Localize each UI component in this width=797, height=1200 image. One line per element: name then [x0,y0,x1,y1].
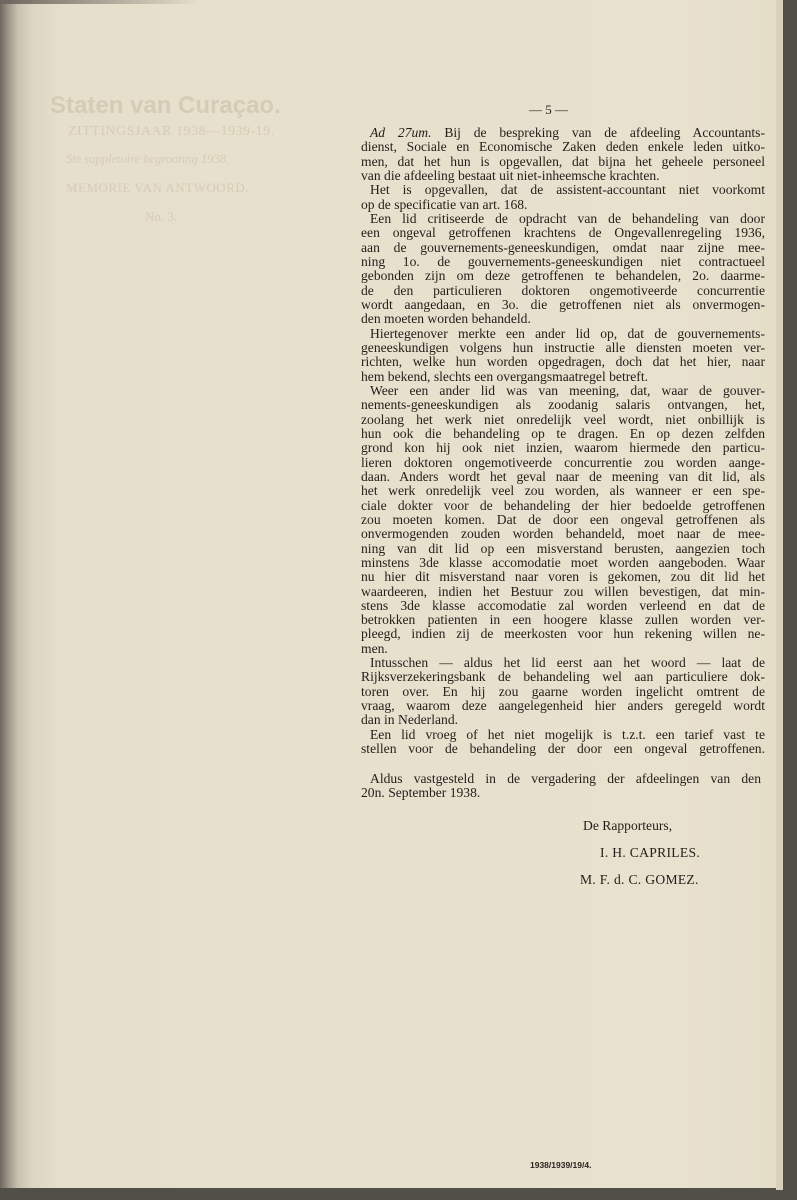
text-line: nu hier dit misverstand naar voren is gekomen, zou dit lid het [361,569,765,585]
text-line [361,126,765,140]
text-line: ciale dokter voor de behandeling der hier bedoelde getroffenen [361,497,765,513]
text-line: 20n. September 1938. [361,785,481,801]
binding-shadow [0,0,200,4]
text-line: minstens 3de klasse accomodatie moet worden aangeboden. Waar [361,554,765,570]
text-line: Hiertegenover merkte een ander lid op, dat de gouvernements- [370,325,765,341]
signature-heading: De Rapporteurs, [583,818,673,833]
text-line: daan. Anders wordt het geval naar de meening van dit lid, als [361,468,765,484]
article-reference: Ad 27um. [370,125,432,140]
text-line: stellen voor de behandeling der door een ongeval getroffenen. [361,741,765,757]
text-line: richten, welke hun worden opgedragen, doch dat het hier, naar [361,354,765,370]
page-edge-right [776,0,783,1190]
text-line: Rijksverzekeringsbank de behandeling wel aan particuliere dok- [361,669,765,685]
text-line: men. [361,640,388,656]
signatory-name: I. H. CAPRILES. [600,845,701,860]
show-through-number: No. 3. [145,209,178,224]
text-line: een ongeval getroffenen krachtens de Ongevallenregeling 1936, [361,225,765,241]
text-line: zoolang het werk niet onredelijk veel wordt, niet onbillijk is [361,411,765,427]
signatory-name: M. F. d. C. GOMEZ. [580,872,699,887]
text-line-content: Bij de bespreking van de afdeeling Accountants- [444,125,765,140]
text-line: dan in Nederland. [361,712,459,728]
text-line: van die afdeeling bestaat uit niet-inheemsche krachten. [361,167,660,183]
text-line: hun ook die behandeling op te dragen. En op dezen zelfden [361,425,765,441]
text-line: wordt aangedaan, en 3o. die getroffenen niet als onvermogen- [361,296,765,312]
text-line: ning van dit lid op een misverstand berusten, aangezien toch [361,540,765,556]
text-line: Intusschen — aldus het lid eerst aan het woord — laat de [370,655,765,671]
text-line: de den particulieren doktoren ongemotiveerde concurrentie [361,282,765,298]
text-line: den moeten worden behandeld. [361,311,531,327]
text-line: geneeskundigen volgens hun instructie alle diensten moeten ver- [361,339,765,355]
text-line: men, dat het hun is opgevallen, dat bijna het geheele personeel [361,153,765,169]
text-line: dienst, Sociale en Economische Zaken deden enkele leden uitko- [361,139,765,155]
show-through-doc-type: MEMORIE VAN ANTWOORD. [66,180,249,195]
text-line: ning 1o. de gouvernements-geneeskundigen niet contractueel [361,253,765,269]
text-line: Aldus vastgesteld in de vergadering der afdeelingen van den [370,771,761,786]
page-number: — 5 — [529,102,568,117]
text-line: betrokken patienten in een hoogere klasse zullen worden ver- [361,612,765,628]
text-line: aan de gouvernements-geneeskundigen, omdat naar zijne mee- [361,239,765,255]
text-line: toren over. En hij zou gaarne worden ingelicht omtrent de [361,683,765,699]
show-through-session: ZITTINGSJAAR 1938—1939-19. [68,124,275,139]
text-line: zou moeten komen. Dat de door een ongeval getroffenen als [361,511,765,527]
text-line: waardeeren, indien het Bestuur zou willen bevestigen, dat min- [361,583,765,599]
text-line: pleegd, indien zij de meerkosten voor hun rekening willen ne- [361,626,765,642]
text-line: Weer een ander lid was van meening, dat, waar de gouver- [370,382,765,398]
closing-statement [361,771,761,800]
body-text [361,126,765,756]
text-line: Een lid vroeg of het niet mogelijk is t.z.t. een tarief vast te [370,726,765,742]
text-line: vraag, waarom deze aangelegenheid hier anders geregeld wordt [361,698,765,714]
text-line: stens 3de klasse accomodatie zal worden verleend en dat de [361,597,765,613]
text-line: het werk onredelijk veel zou worden, als wanneer er een spe- [361,483,765,499]
show-through-title: Staten van Curaçao. [50,92,281,119]
text-line: grond kon hij ook niet inzien, waarom hiermede den particu- [361,440,765,456]
text-line: hem bekend, slechts een overgangsmaatregel betreft. [361,368,648,384]
text-line: Een lid critiseerde de opdracht van de behandeling van door [370,210,765,226]
show-through-subject: Ste suppletoire begrooting 1938. [66,152,229,166]
text-line: lieren doktoren ongemotiveerde concurrentie zou worden aange- [361,454,765,470]
text-line: gebonden zijn om deze getroffenen te behandelen, 2o. daarme- [361,268,765,284]
text-line: Het is opgevallen, dat de assistent-accountant niet voorkomt [370,182,765,198]
text-line: op de specificatie van art. 168. [361,196,528,212]
text-line: nements-geneeskundigen als zoodanig salaris ontvangen, het, [361,397,765,413]
text-line: onvermogenden zouden worden behandeld, moet naar de mee- [361,526,765,542]
document-code: 1938/1939/19/4. [530,1160,592,1170]
